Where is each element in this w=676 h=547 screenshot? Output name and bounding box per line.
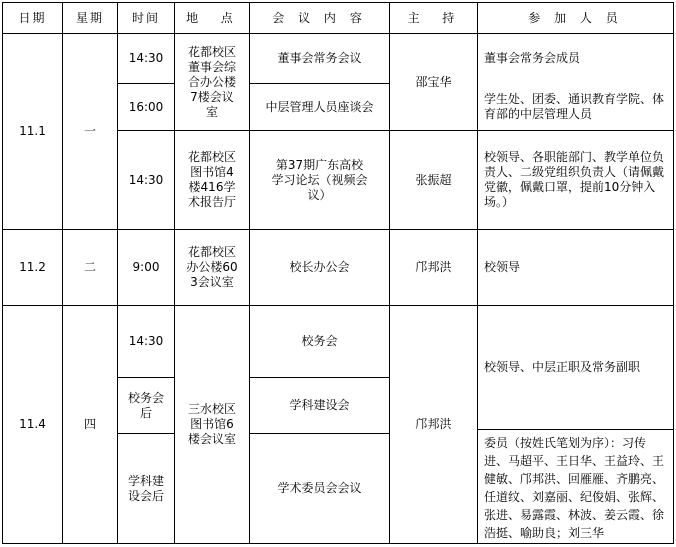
meeting-content-cell: 董事会常务会议	[277, 51, 362, 65]
weekday-cell: 四	[83, 417, 96, 431]
meeting-content-cell: 中层管理人员座谈会	[265, 99, 374, 114]
table-border-bottom	[2, 543, 673, 544]
header-host: 主 持	[407, 10, 460, 25]
header-place: 地 点	[186, 10, 238, 25]
time-cell: 9:00	[132, 260, 160, 274]
weekday-cell: 一	[83, 124, 96, 138]
time-cell: 14:30	[128, 51, 164, 65]
host-cell: 张振超	[415, 172, 452, 187]
meeting-content-cell: 学科建设会	[289, 398, 350, 412]
attendees-cell: 委员（按姓氏笔划为序）：习传进、马超平、王日华、王益玲、王健敏、邝邦洪、回雁雁、齐鹏亮、任道纹、刘嘉丽、纪俊娟、张辉、张进、易露霞、林波、姜云霞、徐浩挺、喻助良；刘三华	[484, 436, 665, 540]
time-cell: 14:30	[128, 172, 164, 187]
meeting-content-cell: 学术委员会会议	[277, 481, 362, 495]
attendees-cell: 校领导	[484, 260, 521, 274]
header-attendees: 参 加 人 员	[528, 10, 623, 25]
meeting-content-cell: 校务会	[301, 334, 338, 348]
time-cell: 校务会后	[127, 390, 164, 420]
attendees-cell: 校领导、中层正职及常务副职	[484, 360, 641, 374]
table-border-right	[673, 2, 674, 544]
header-date: 日期	[18, 10, 47, 25]
header-time: 时间	[131, 10, 160, 25]
date-cell: 11.4	[19, 417, 46, 431]
date-cell: 11.2	[19, 260, 46, 274]
header-content: 会 议 内 容	[272, 10, 367, 25]
place-cell: 三水校区图书馆6楼会议室	[187, 402, 236, 446]
host-cell: 邝邦洪	[415, 260, 452, 274]
attendees-cell: 学生处、团委、通识教育学院、体育部的中层管理人员	[484, 92, 665, 121]
time-cell: 16:00	[128, 99, 164, 114]
host-cell: 邵宝华	[415, 74, 452, 89]
meeting-content-cell: 校长办公会	[289, 260, 350, 274]
weekday-cell: 二	[83, 260, 96, 274]
date-cell: 11.1	[19, 124, 46, 138]
time-cell: 14:30	[128, 334, 164, 348]
place-cell: 花都校区图书馆4楼416学术报告厅	[187, 150, 236, 209]
host-cell: 邝邦洪	[415, 417, 452, 431]
attendees-cell: 校领导、各职能部门、教学单位负责人、二级党组织负责人（请佩戴党徽，佩戴口罩，提前10分钟入场。）	[484, 150, 665, 209]
place-cell: 花都校区办公楼603会议室	[186, 245, 238, 289]
header-weekday: 星期	[75, 10, 104, 25]
place-cell: 花都校区董事会综合办公楼7楼会议室	[187, 44, 236, 119]
attendees-cell: 董事会常务会成员	[484, 51, 581, 65]
time-cell: 学科建设会后	[127, 473, 164, 503]
meeting-content-cell: 第37期广东高校学习论坛（视频会议）	[271, 157, 368, 202]
